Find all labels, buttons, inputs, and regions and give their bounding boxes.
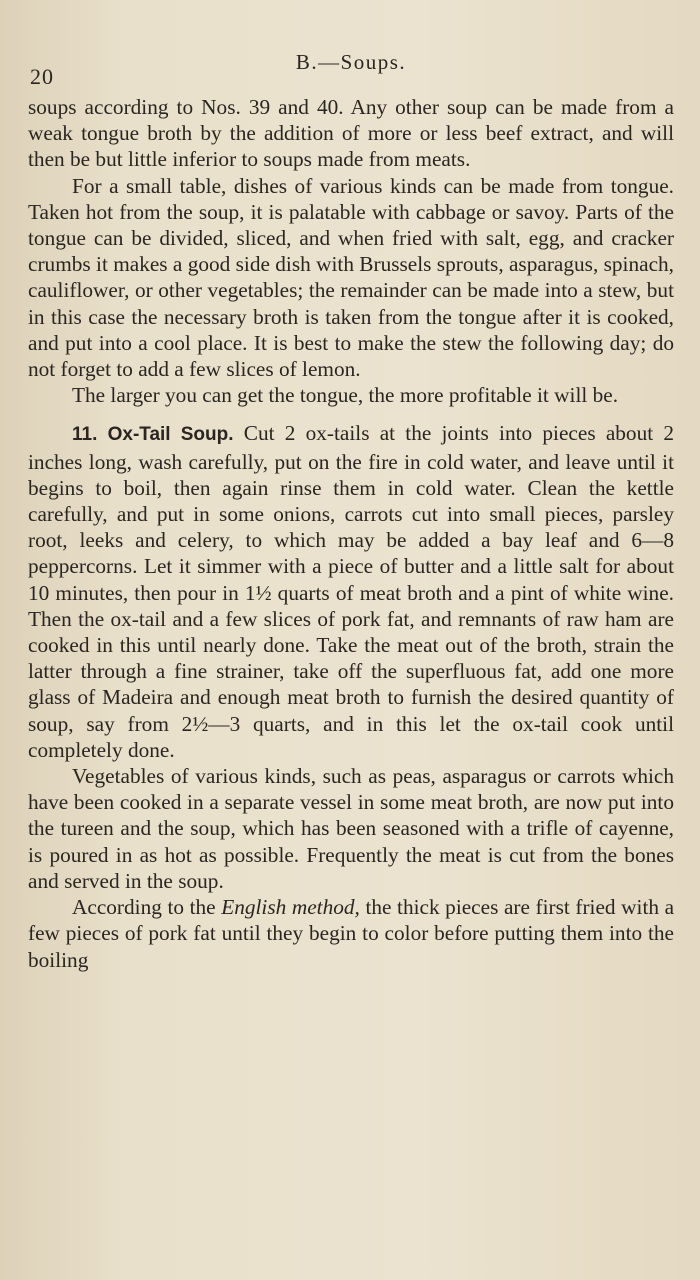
page-number: 20 xyxy=(30,64,54,89)
english-method-text: the thick pieces are first fried with a few pieces of pork fat until they begin to color before putting them into the boiling xyxy=(28,895,675,972)
section-title: B.—Soups. xyxy=(295,50,407,74)
recipe-instructions: Cut 2 ox-tails at the joints into pieces about 2 inches long, wash carefully, put on the fire in cold water, and leave until it begins to boil, then again rinse them in cold water. Clean the kettle carefully, and put in some onions, carrots cut into small pieces, parsley root, leeks and celery, to which may be added a bay leaf and 6—8 peppercorns. Let it simmer with a piece of butter and a little salt for about 10 minutes, then pour in 1½ quarts of meat broth and a pint of white wine. Then the ox-tail and a few slices of pork fat, and remnants of raw ham are cooked in this until nearly done. Take the meat out of the broth, strain the latter through a fine strainer, take off the superfluous fat, add one more glass of Madeira and enough meat broth to furnish the desired quantity of soup, say from 2½—3 quarts, and in this let the ox-tail cook until completely done. xyxy=(28,421,674,762)
paragraph-tongue-size: The larger you can get the tongue, the more profitable it will be. xyxy=(72,383,619,408)
body-text xyxy=(28,94,674,973)
english-method-prefix: According to the xyxy=(72,895,216,920)
recipe-title: Ox-Tail Soup. xyxy=(107,424,234,446)
recipe-number: 11. xyxy=(72,424,98,446)
paragraph-continued: soups according to Nos. 39 and 40. Any other soup can be made from a weak tongue broth by the addition of more or less beef extract, and will then be but little inferior to soups made from meats. xyxy=(28,95,674,172)
paragraph-vegetables: Vegetables of various kinds, such as peas, asparagus or carrots which have been cooked in a separate vessel in some meat broth, are now put into the tureen and the soup, which has been seasoned with a trifle of cayenne, is poured in as hot as possible. Frequently the meat is cut from the bones and served in the soup. xyxy=(28,764,674,893)
english-method-term: English method, xyxy=(221,895,360,920)
paragraph-english-method xyxy=(28,894,674,973)
paragraph-tongue-dishes: For a small table, dishes of various kinds can be made from tongue. Taken hot from the soup, it is palatable with cabbage or savoy. Parts of the tongue can be divided, sliced, and when fried with salt, egg, and cracker crumbs it makes a good side dish with Brussels sprouts, asparagus, spinach, cauliflower, or other vegetables; the remainder can be made into a stew, but in this case the necessary broth is taken from the tongue after it is cooked, and put into a cool place. It is best to make the stew the following day; do not forget to add a few slices of lemon. xyxy=(28,173,674,382)
running-head xyxy=(28,48,674,94)
recipe-ox-tail-soup xyxy=(28,420,674,763)
